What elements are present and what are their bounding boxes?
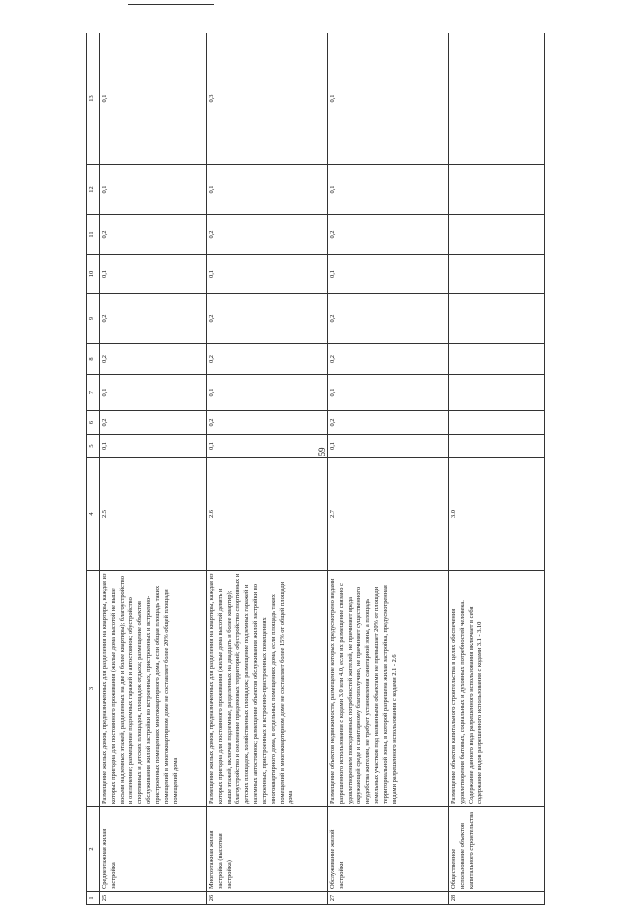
table-row	[207, 33, 328, 905]
land-use-description: Размещение жилых домов, предназначенных для разделения на квартиры, каждая из которых пригодна для постоянного проживания (жилые дома высотой девять и выше этажей, включая подземные, разделенных на двадцать и более квартир); благоустройство и озеленение придомовых территорий; обустройство спортивных и детских площадок, хозяйственных площадок; размещение подземных гаражей и наземных автостоянок; размещение объектов обслуживания жилой застройки во встроенных, пристроенных и встроенно-пристроенных помещениях многоквартирного дома, в отдельных помещениях дома, если площадь таких помещений в многоквартирном доме не составляет более 15% от общей площади дома	[207, 571, 328, 807]
header-cell: 7	[87, 375, 100, 411]
value-cell: 0,2	[207, 344, 328, 375]
row-number: 27	[328, 892, 449, 905]
land-use-code: 2.7	[328, 458, 449, 571]
header-cell: 3	[87, 571, 100, 807]
value-cell: 0,1	[100, 375, 207, 411]
value-cell: 0,1	[328, 435, 449, 458]
value-cell: 0,2	[100, 411, 207, 435]
table-row	[449, 33, 545, 905]
header-cell: 5	[87, 435, 100, 458]
value-cell: 0,1	[100, 165, 207, 215]
value-cell: 0,1	[328, 375, 449, 411]
header-cell: 1	[87, 892, 100, 905]
value-cell: 0,1	[328, 33, 449, 165]
value-cell: 0,2	[100, 294, 207, 344]
land-use-code: 2.6	[207, 458, 328, 571]
land-use-code: 3.0	[449, 458, 545, 571]
value-cell: 0,2	[328, 215, 449, 255]
land-use-name: Общественное использование объектов капитального строительства	[449, 807, 545, 892]
value-cell	[449, 344, 545, 375]
value-cell: 0,2	[207, 215, 328, 255]
value-cell: 0,1	[207, 165, 328, 215]
table-row	[328, 33, 449, 905]
header-cell: 4	[87, 458, 100, 571]
value-cell: 0,2	[100, 215, 207, 255]
header-cell: 10	[87, 255, 100, 294]
value-cell	[449, 294, 545, 344]
value-cell: 0,1	[100, 33, 207, 165]
value-cell: 0,3	[207, 33, 328, 165]
header-row	[87, 33, 100, 905]
value-cell	[449, 375, 545, 411]
land-use-code: 2.5	[100, 458, 207, 571]
land-use-description: Размещение объектов недвижимости, размещение которых предусмотрено видами разрешенного использования с кодами 3.0 или 4.0, если их размещение связано с удовлетворением повседневных потребностей жителей, не причиняет вреда окружающей среде и санитарному благополучию, не причиняет существенного неудобства жителям, не требует установления санитарной зоны, а площадь земельных участков под названными объектами не превышает 20% от площади территориальной зоны, в которой разрешена жилая застройка, предусмотренная видами разрешенного использования с кодами 2.1 - 2.6	[328, 571, 449, 807]
value-cell: 0,1	[328, 255, 449, 294]
land-use-name: Многоэтажная жилая застройка (высотная застройка)	[207, 807, 328, 892]
table-row	[100, 33, 207, 905]
row-number: 26	[207, 892, 328, 905]
value-cell	[449, 165, 545, 215]
header-cell: 8	[87, 344, 100, 375]
value-cell: 0,1	[207, 255, 328, 294]
header-cell: 6	[87, 411, 100, 435]
row-number: 25	[100, 892, 207, 905]
header-cell: 13	[87, 33, 100, 165]
land-use-description: Размещение объектов капитального строительства в целях обеспечения удовлетворения бытовых, социальных и духовных потребностей человека. Содержание данного вида разрешенного использования включает в себя содержание видов разрешенного использования с кодами 3.1 - 3.10	[449, 571, 545, 807]
value-cell: 0,1	[207, 435, 328, 458]
header-cell: 9	[87, 294, 100, 344]
land-use-table	[86, 33, 545, 905]
value-cell: 0,1	[328, 165, 449, 215]
value-cell: 0,2	[328, 411, 449, 435]
value-cell: 0,2	[207, 411, 328, 435]
header-cell: 11	[87, 215, 100, 255]
value-cell: 0,2	[100, 344, 207, 375]
land-use-name: Обслуживание жилой застройки	[328, 807, 449, 892]
value-cell	[449, 435, 545, 458]
value-cell: 0,2	[328, 294, 449, 344]
value-cell: 0,1	[207, 375, 328, 411]
rotated-table-wrapper	[86, 33, 567, 905]
value-cell: 0,1	[100, 255, 207, 294]
header-cell: 12	[87, 165, 100, 215]
value-cell	[449, 255, 545, 294]
row-number: 28	[449, 892, 545, 905]
value-cell	[449, 33, 545, 165]
value-cell	[449, 215, 545, 255]
top-rule	[128, 4, 214, 5]
value-cell: 0,2	[328, 344, 449, 375]
header-cell: 2	[87, 807, 100, 892]
value-cell: 0,1	[100, 435, 207, 458]
land-use-name: Среднеэтажная жилая застройка	[100, 807, 207, 892]
page-number: 59	[317, 447, 327, 457]
land-use-description: Размещение жилых домов, предназначенных для разделения на квартиры, каждая из которых пригодна для постоянного проживания (жилые дома высотой не выше восьми надземных этажей, разделенных на две и более квартиры); благоустройство и озеленение; размещение подземных гаражей и автостоянок; обустройство спортивных и детских площадок, площадок отдыха; размещение объектов обслуживания жилой застройки во встроенных, пристроенных и встроенно-пристроенных помещениях многоквартирного дома, если общая площадь таких помещений в многоквартирном доме не составляет более 20% общей площади помещений дома	[100, 571, 207, 807]
value-cell	[449, 411, 545, 435]
value-cell: 0,2	[207, 294, 328, 344]
